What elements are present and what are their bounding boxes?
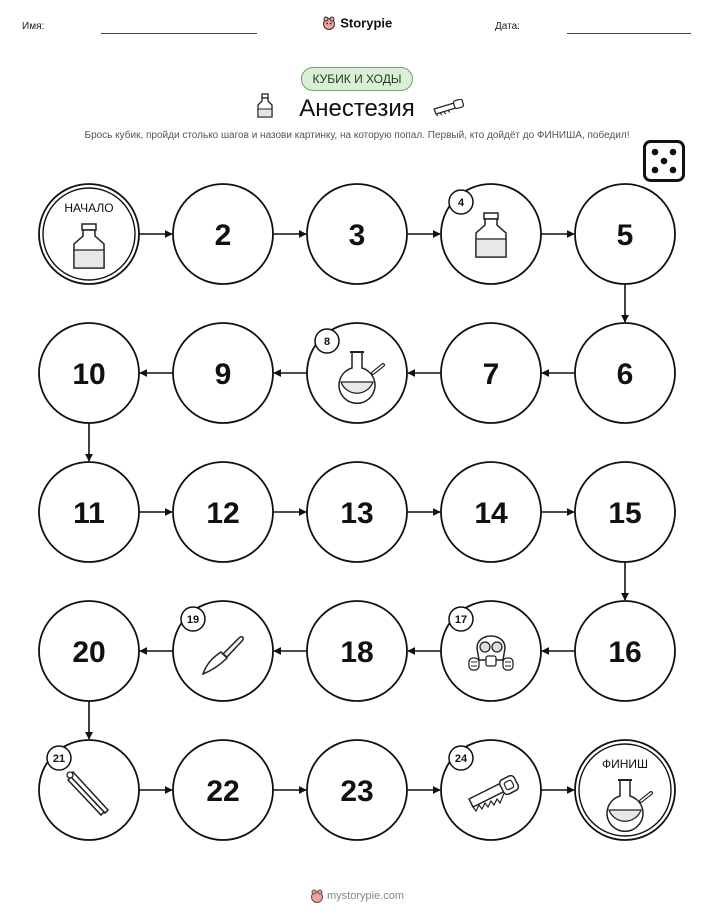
cell-number: 10 [72,358,106,391]
board-cell-9 [173,323,273,423]
storypie-mascot-icon [310,889,324,903]
board-cell-17 [441,601,541,701]
finish-label: ФИНИШ [601,757,649,771]
board-cell-7 [441,323,541,423]
cell-badge-number: 21 [52,753,66,765]
footer-site: mystorypie.com [327,890,405,902]
board-cell-16 [575,601,675,701]
board-cell-5 [575,184,675,284]
board-cell-15 [575,462,675,562]
instructions: Брось кубик, пройди столько шагов и назови картинку, на которую попал. Первый, кто дойдёт до ФИНИША, победил! [84,130,630,141]
cell-badge-number: 17 [454,614,468,626]
cell-number: 9 [214,358,232,391]
board-cell-24 [441,740,541,840]
footer [0,889,714,903]
cell-badge-number: 8 [323,336,331,348]
cell-number: 11 [73,497,105,530]
board-cell-25 [575,740,675,840]
board-cell-10 [39,323,139,423]
board-cell-19 [173,601,273,701]
cell-number: 13 [340,497,374,530]
board-cell-14 [441,462,541,562]
cell-number: 3 [348,219,366,252]
board-cell-1 [39,184,139,284]
cell-number: 16 [608,636,642,669]
cell-number: 22 [206,775,240,808]
board-cell-11 [39,462,139,562]
board-cell-23 [307,740,407,840]
board-cell-13 [307,462,407,562]
start-label: НАЧАЛО [64,201,114,215]
cell-number: 12 [206,497,240,530]
cell-number: 6 [616,358,634,391]
board-cell-18 [307,601,407,701]
cell-badge-number: 24 [454,753,468,765]
cell-number: 20 [72,636,106,669]
cell-number: 2 [214,219,232,252]
board-cell-20 [39,601,139,701]
board-cell-4 [441,184,541,284]
board-cell-8 [307,323,407,423]
page-title: Анестезия [299,95,415,122]
cell-badge-number: 19 [186,614,200,626]
board-cell-6 [575,323,675,423]
name-label: Имя: [22,21,45,32]
board-cell-12 [173,462,273,562]
cell-number: 15 [608,497,642,530]
board-cell-21 [39,740,139,840]
brand-name: Storypie [340,15,393,31]
cell-number: 5 [616,219,634,252]
board-cell-22 [173,740,273,840]
category-tag: КУБИК И ХОДЫ [301,67,413,91]
cell-number: 18 [340,636,374,669]
cell-number: 23 [340,775,374,808]
board-cell-2 [173,184,273,284]
board-cell-3 [307,184,407,284]
cell-badge-number: 4 [457,197,465,209]
cell-number: 14 [474,497,508,530]
date-label: Дата: [495,21,520,32]
cell-number: 7 [482,358,500,391]
